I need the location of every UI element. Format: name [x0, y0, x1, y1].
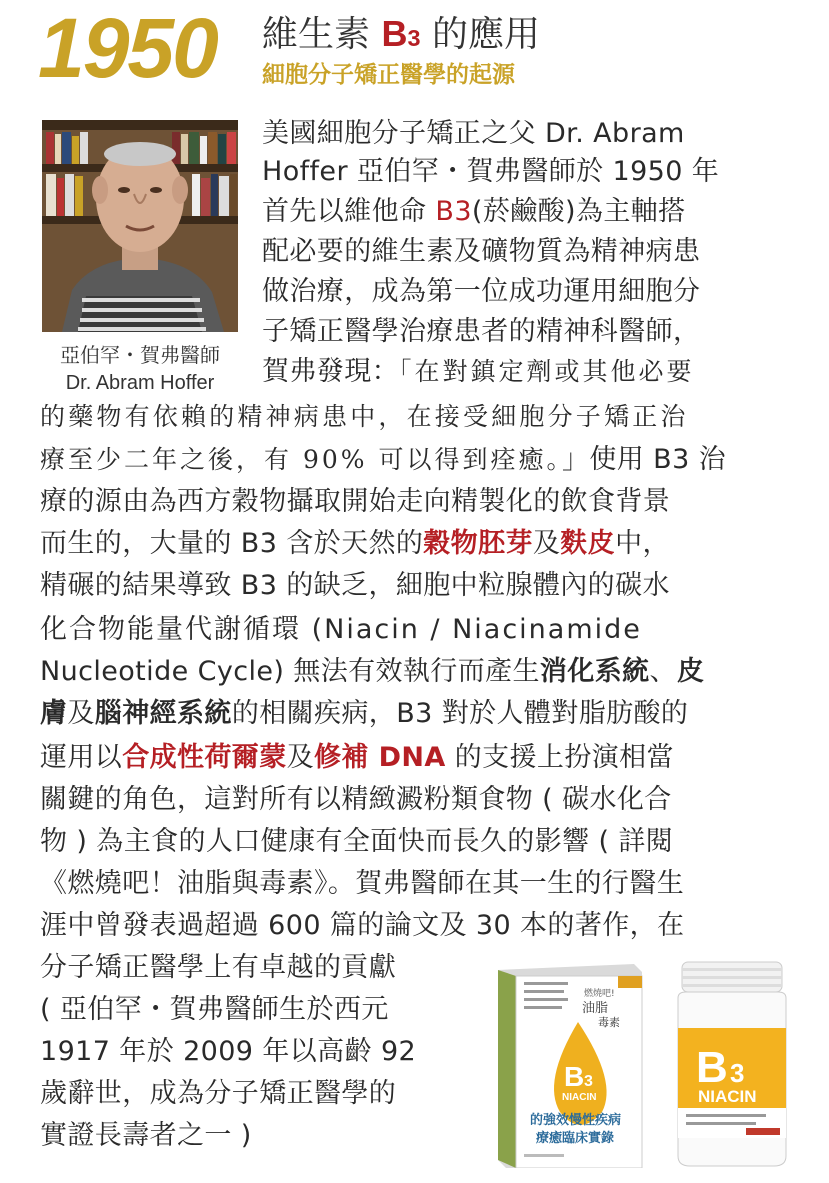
book-b-letter: B [564, 1061, 585, 1092]
grain-germ-highlight: 穀物胚芽 [423, 528, 533, 559]
body-line-14 [40, 658, 704, 685]
year-heading: 1950 [38, 1, 217, 95]
body-line-11-e: 中， [615, 528, 670, 559]
book-corner-badge [618, 976, 642, 988]
book-niacin-label: NIACIN [562, 1092, 597, 1103]
title-b-letter: B [381, 13, 408, 54]
photo-caption-english: Dr. Abram Hoffer [65, 372, 215, 394]
bran-highlight: 麩皮 [560, 528, 616, 559]
page-subtitle: 細胞分子矯正醫學的起源 [262, 62, 515, 88]
body-line-24: 歲辭世，成為分子矯正醫學的 [40, 1078, 397, 1109]
title-suffix: 的應用 [431, 14, 540, 55]
bottle-b-letter: B [696, 1043, 728, 1092]
body-line-19: 《燃燒吧！油脂與毒素》。賀弗醫師在其一生的行醫生 [40, 868, 685, 899]
body-line-14-a: Nucleotide Cycle) 無法有效執行而產生 [40, 656, 540, 687]
skin-highlight-part2: 膚 [40, 698, 68, 729]
body-line-11-c: 及 [532, 528, 561, 559]
portrait-photo [42, 120, 238, 332]
body-line-10: 療的源由為西方穀物攝取開始走向精製化的飲食背景 [40, 486, 671, 517]
body-line-13: 化合物能量代謝循環 (Niacin / Niacinamide [40, 614, 642, 645]
book-line-1: 的強效慢性疾病 [530, 1113, 622, 1128]
nervous-system-highlight: 腦神經系統 [94, 698, 232, 729]
body-line-16 [40, 744, 674, 771]
niacin-bottle-image [674, 958, 790, 1168]
body-line-18: 物 ) 為主食的人口健康有全面快而長久的影響 ( 詳閱 [40, 826, 674, 857]
title-b-subscript: 3 [407, 25, 421, 51]
book-line-2: 療癒臨床實錄 [536, 1131, 615, 1146]
body-line-2: Hoffer 亞伯罕・賀弗醫師於 1950 年 [262, 156, 720, 187]
book-title-1: 油脂 [582, 1001, 609, 1016]
dna-repair-highlight: 修補 DNA [314, 742, 446, 773]
book-cover-image [488, 962, 652, 1168]
body-line-16-e: 的支援上扮演相當 [445, 742, 674, 773]
body-line-21: 分子矯正醫學上有卓越的貢獻 [40, 952, 397, 983]
body-line-6: 子矯正醫學治療患者的精神科醫師， [262, 316, 701, 347]
body-line-7 [262, 358, 695, 385]
body-line-1: 美國細胞分子矯正之父 Dr. Abram [262, 118, 685, 149]
bottle-niacin-label: NIACIN [698, 1087, 757, 1106]
body-line-5: 做治療，成為第一位成功運用細胞分 [262, 276, 701, 307]
body-line-9-b: 」使用 B3 治 [561, 444, 727, 475]
photo-caption-chinese: 亞伯罕・賀弗醫師 [60, 343, 220, 367]
body-line-16-a: 運用以 [40, 742, 123, 773]
book-title-2: 毒素 [598, 1016, 620, 1029]
body-line-17: 關鍵的角色，這對所有以精緻澱粉類食物 ( 碳水化合 [40, 784, 672, 815]
body-line-3 [262, 198, 686, 225]
body-line-8: 的藥物有依賴的精神病患中，在接受細胞分子矯正治 [40, 402, 689, 431]
portrait-illustration [42, 120, 238, 332]
body-line-15-d: 的相關疾病，B3 對於人體對脂肪酸的 [231, 698, 689, 729]
quote-start: 「在對鎮定劑或其他必要 [399, 357, 695, 386]
skin-highlight-part1: 皮 [676, 656, 705, 687]
title-b3 [381, 13, 420, 54]
title-prefix: 維生素 [262, 14, 371, 55]
body-line-23: 1917 年於 2009 年以高齡 92 [40, 1036, 417, 1067]
b3-highlight: B3 [435, 196, 472, 227]
body-line-9-a: 療至少二年之後，有 90% 可以得到痊癒。 [40, 445, 562, 474]
body-line-12: 精碾的結果導致 B3 的缺乏，細胞中粒腺體內的碳水 [40, 570, 670, 601]
body-line-4: 配必要的維生素及礦物質為精神病患 [262, 236, 701, 267]
body-line-22: ( 亞伯罕・賀弗醫師生於西元 [40, 994, 389, 1025]
bottle-b-subscript: 3 [730, 1058, 745, 1088]
sex-hormone-highlight: 合成性荷爾蒙 [122, 742, 287, 773]
book-b-subscript: 3 [584, 1073, 593, 1090]
body-line-9 [40, 446, 726, 473]
body-line-11-a: 而生的，大量的 B3 含於天然的 [40, 528, 424, 559]
body-line-3-c: (菸鹼酸)為主軸搭 [471, 196, 686, 227]
body-line-15 [40, 700, 688, 727]
digestive-system-highlight: 消化系統 [539, 656, 650, 687]
body-line-7-a: 賀弗發現： [262, 356, 399, 387]
body-line-11 [40, 530, 670, 557]
body-line-14-c: 、 [649, 656, 677, 687]
book-top-label: 燃燒吧! [584, 989, 615, 999]
page-title [262, 13, 540, 55]
body-line-20: 涯中曾發表過超過 600 篇的論文及 30 本的著作，在 [40, 910, 685, 941]
body-line-3-a: 首先以維他命 [262, 196, 436, 227]
body-line-15-b: 及 [67, 698, 95, 729]
body-line-25: 實證長壽者之一 ) [40, 1120, 252, 1151]
body-line-16-c: 及 [286, 742, 315, 773]
